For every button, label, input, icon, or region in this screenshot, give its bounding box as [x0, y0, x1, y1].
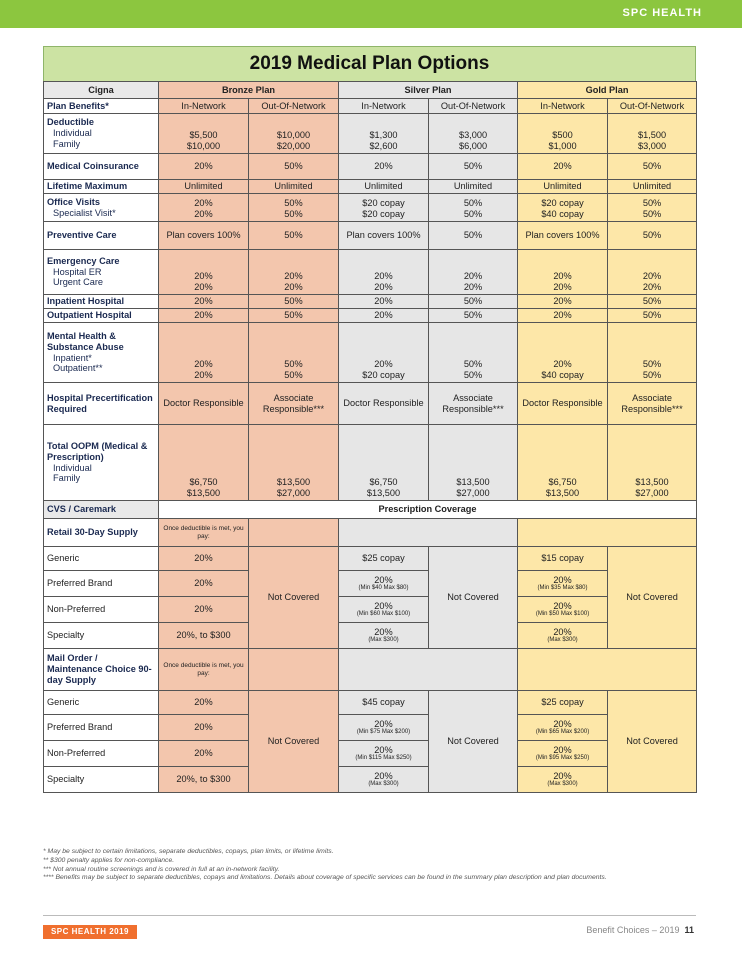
empty-cell	[339, 519, 518, 547]
row-sublabel: Family	[53, 138, 81, 149]
cell-value: 50%	[429, 154, 518, 180]
in-network-header: In-Network	[159, 99, 249, 114]
row-label-outpatient: Outpatient Hospital	[44, 309, 159, 323]
value-line: $20 copay	[362, 198, 405, 209]
rx-note: (Max $300)	[368, 781, 399, 788]
rx-note: (Max $300)	[547, 637, 578, 644]
deductible-note: Once deductible is met, you pay:	[159, 519, 249, 547]
gold-rx-value	[518, 715, 608, 741]
silver-rx-value	[339, 767, 429, 793]
cell-value: 50%	[249, 154, 339, 180]
cell-value	[159, 323, 249, 383]
empty-cell	[249, 649, 339, 691]
gold-rx-value	[518, 741, 608, 767]
cell-value: Unlimited	[339, 180, 429, 194]
cell-value: 50%	[608, 309, 697, 323]
gold-rx-value	[518, 571, 608, 597]
cell-value: 50%	[429, 222, 518, 250]
value-line: $6,000	[458, 141, 488, 152]
out-of-network-header: Out-Of-Network	[608, 99, 697, 114]
bronze-rx-value: 20%	[159, 571, 249, 597]
value-line: $13,500	[635, 477, 669, 488]
cell-value: Associate Responsible***	[608, 383, 697, 425]
cell-value	[518, 425, 608, 501]
gold-rx-value	[518, 547, 608, 571]
cell-value	[429, 194, 518, 222]
value-line: 20%	[463, 271, 483, 282]
row-label-coinsurance: Medical Coinsurance	[44, 154, 159, 180]
value-line: 20%	[553, 359, 572, 370]
value-line: $6,750	[189, 477, 218, 488]
cell-value: Associate Responsible***	[429, 383, 518, 425]
rx-note: (Max $300)	[368, 637, 399, 644]
value-line: 50%	[284, 209, 303, 220]
rx-note: (Min $50 Max $100)	[535, 611, 590, 618]
value-line: $3,000	[458, 130, 488, 141]
value-line: 20%	[194, 359, 213, 370]
value-line: 50%	[463, 209, 483, 220]
row-label-emergency	[44, 250, 159, 295]
out-of-network-header: Out-Of-Network	[249, 99, 339, 114]
value-line: $13,500	[545, 488, 580, 499]
value-line: $1,000	[548, 141, 577, 152]
value-line: 20%	[553, 282, 572, 293]
cell-value	[339, 323, 429, 383]
footnotes	[43, 848, 693, 883]
rx-note: (Min $65 Max $200)	[535, 729, 590, 736]
footnote: * May be subject to certain limitations, separate deductibles, copays, plan limits, or lifetime limits.	[43, 848, 334, 855]
cell-value	[249, 114, 339, 154]
value-line: $20 copay	[362, 370, 405, 381]
footer-tag: SPC HEALTH 2019	[43, 925, 137, 939]
rx-value: $25 copay	[541, 697, 584, 708]
value-line: $6,750	[369, 477, 398, 488]
rx-tier-label: Preferred Brand	[44, 715, 159, 741]
value-line: $10,000	[186, 141, 221, 152]
cell-value	[249, 194, 339, 222]
value-line: $20 copay	[541, 198, 584, 209]
not-covered-cell: Not Covered	[608, 691, 697, 793]
bronze-rx-value: 20%	[159, 691, 249, 715]
row-label-mental	[44, 323, 159, 383]
value-line: $27,000	[456, 488, 490, 499]
cell-value: 20%	[339, 154, 429, 180]
rx-section-label: Mail Order / Maintenance Choice 90-day Supply	[44, 649, 159, 691]
cell-value	[339, 425, 429, 501]
row-label-oopm	[44, 425, 159, 501]
in-network-header: In-Network	[339, 99, 429, 114]
rx-value: 20%	[553, 744, 572, 755]
cell-value	[608, 323, 697, 383]
cell-value: Unlimited	[249, 180, 339, 194]
deductible-note: Once deductible is met, you pay:	[159, 649, 249, 691]
value-line: 50%	[642, 198, 662, 209]
in-network-header: In-Network	[518, 99, 608, 114]
page-number: 11	[684, 925, 694, 935]
cell-value	[429, 114, 518, 154]
silver-rx-value	[339, 715, 429, 741]
not-covered-cell: Not Covered	[429, 547, 518, 649]
rx-note: (Min $75 Max $200)	[356, 729, 411, 736]
value-line: $500	[552, 130, 573, 141]
row-label-preventive: Preventive Care	[44, 222, 159, 250]
rx-tier-label: Preferred Brand	[44, 571, 159, 597]
footer-source	[586, 925, 694, 935]
cell-value: 50%	[249, 309, 339, 323]
prescription-coverage-header: Prescription Coverage	[159, 501, 697, 519]
value-line: 20%	[194, 198, 213, 209]
value-line: 50%	[463, 370, 483, 381]
cell-value: Doctor Responsible	[339, 383, 429, 425]
value-line: $27,000	[276, 488, 311, 499]
cell-value: 20%	[518, 295, 608, 309]
cell-value: Plan covers 100%	[518, 222, 608, 250]
footer-divider	[43, 915, 696, 916]
row-sublabel: Outpatient**	[53, 363, 103, 374]
carrier-header: Cigna	[44, 82, 159, 99]
rx-value: 20%	[553, 770, 572, 781]
cell-value	[608, 250, 697, 295]
silver-rx-value	[339, 623, 429, 649]
empty-cell	[339, 649, 518, 691]
cell-value: 50%	[249, 295, 339, 309]
silver-rx-value	[339, 547, 429, 571]
rx-note: (Min $95 Max $250)	[535, 755, 590, 762]
cell-value: 50%	[608, 222, 697, 250]
value-line: 50%	[642, 370, 662, 381]
cell-value	[518, 194, 608, 222]
cell-value: Plan covers 100%	[159, 222, 249, 250]
rx-value: 20%	[374, 600, 393, 611]
cell-value	[429, 250, 518, 295]
value-line: $13,500	[366, 488, 401, 499]
section-label: SPC HEALTH	[622, 7, 702, 19]
bronze-rx-value: 20%	[159, 597, 249, 623]
cell-value: 50%	[429, 295, 518, 309]
cell-value: Doctor Responsible	[159, 383, 249, 425]
not-covered-cell: Not Covered	[429, 691, 518, 793]
cell-value: Plan covers 100%	[339, 222, 429, 250]
row-label-inpatient: Inpatient Hospital	[44, 295, 159, 309]
rx-note: (Min $115 Max $250)	[355, 755, 412, 762]
gold-rx-value	[518, 767, 608, 793]
cell-value	[518, 323, 608, 383]
rx-tier-label: Generic	[44, 691, 159, 715]
rx-value: 20%	[374, 744, 393, 755]
rx-value: $25 copay	[362, 553, 405, 564]
rx-tier-label: Specialty	[44, 767, 159, 793]
value-line: 50%	[284, 359, 303, 370]
cell-value	[159, 194, 249, 222]
cell-value	[339, 114, 429, 154]
value-line: 50%	[284, 198, 303, 209]
value-line: 50%	[463, 359, 483, 370]
row-label-precert: Hospital Precertification Required	[44, 383, 159, 425]
cell-value: 20%	[518, 154, 608, 180]
not-covered-cell: Not Covered	[249, 547, 339, 649]
row-sublabel: Hospital ER	[53, 266, 102, 277]
rx-value: 20%	[374, 718, 393, 729]
cell-value	[518, 250, 608, 295]
gold-plan-header: Gold Plan	[518, 82, 697, 99]
value-line: $20,000	[276, 141, 311, 152]
cell-value: Associate Responsible***	[249, 383, 339, 425]
value-line: $5,500	[189, 130, 218, 141]
bronze-rx-value: 20%	[159, 715, 249, 741]
cell-value	[159, 250, 249, 295]
out-of-network-header: Out-Of-Network	[429, 99, 518, 114]
footnote: *** Not annual routine screenings and is covered in full at an in-network facility.	[43, 865, 280, 873]
bronze-rx-value: 20%	[159, 741, 249, 767]
rx-value: 20%	[553, 626, 572, 637]
gold-rx-value	[518, 597, 608, 623]
rx-value: 20%	[374, 626, 393, 637]
silver-plan-header: Silver Plan	[339, 82, 518, 99]
value-line: 20%	[642, 282, 662, 293]
silver-rx-value	[339, 571, 429, 597]
value-line: 20%	[374, 282, 393, 293]
value-line: 20%	[463, 282, 483, 293]
not-covered-cell: Not Covered	[249, 691, 339, 793]
cell-value	[608, 425, 697, 501]
value-line: $6,750	[548, 477, 577, 488]
cell-value	[159, 114, 249, 154]
cell-value	[518, 114, 608, 154]
pharmacy-label: CVS / Caremark	[44, 501, 159, 519]
cell-value: 50%	[249, 222, 339, 250]
value-line: 20%	[284, 282, 303, 293]
cell-value	[429, 425, 518, 501]
bronze-rx-value: 20%	[159, 547, 249, 571]
cell-value	[608, 194, 697, 222]
empty-cell	[249, 519, 339, 547]
rx-tier-label: Non-Preferred	[44, 597, 159, 623]
rx-value: 20%	[374, 770, 393, 781]
plan-comparison-table	[43, 81, 697, 793]
rx-value: 20%	[553, 718, 572, 729]
footnote: **** Benefits may be subject to separate deductibles, copays and limitations. Details about coverage of specific services can be found in the summary plan description and plan documents.	[43, 874, 607, 882]
rx-value: $45 copay	[362, 697, 405, 708]
value-line: $20 copay	[362, 209, 405, 220]
value-line: 50%	[463, 198, 483, 209]
cell-value: 20%	[159, 295, 249, 309]
value-line: $1,500	[637, 130, 667, 141]
silver-rx-value	[339, 691, 429, 715]
row-title: Deductible	[47, 117, 94, 128]
value-line: 20%	[642, 271, 662, 282]
row-sublabel: Individual	[53, 462, 92, 473]
plan-options-panel	[43, 46, 696, 844]
cell-value: 50%	[608, 295, 697, 309]
cell-value: Unlimited	[518, 180, 608, 194]
row-sublabel: Inpatient*	[53, 352, 92, 363]
cell-value: 20%	[339, 295, 429, 309]
cell-value	[339, 250, 429, 295]
rx-note: (Min $60 Max $100)	[356, 611, 411, 618]
cell-value	[249, 250, 339, 295]
page-title: 2019 Medical Plan Options	[43, 46, 696, 81]
rx-note: (Max $300)	[547, 781, 578, 788]
cell-value: Unlimited	[608, 180, 697, 194]
cell-value	[249, 425, 339, 501]
value-line: 20%	[374, 359, 393, 370]
value-line: $13,500	[456, 477, 490, 488]
value-line: 20%	[194, 370, 213, 381]
value-line: $40 copay	[541, 209, 584, 220]
empty-cell	[518, 519, 697, 547]
top-banner	[0, 0, 742, 28]
footnote: ** $300 penalty applies for non-compliance.	[43, 856, 175, 864]
cell-value: 20%	[518, 309, 608, 323]
gold-rx-value	[518, 623, 608, 649]
value-line: 20%	[194, 271, 213, 282]
silver-rx-value	[339, 741, 429, 767]
value-line: 50%	[642, 359, 662, 370]
row-sublabel: Family	[53, 473, 81, 484]
row-title: Emergency Care	[47, 255, 120, 266]
cell-value: 50%	[429, 309, 518, 323]
value-line: $27,000	[635, 488, 669, 499]
row-title: Total OOPM (Medical & Prescription)	[47, 440, 148, 462]
cell-value: Doctor Responsible	[518, 383, 608, 425]
value-line: $2,600	[369, 141, 398, 152]
cell-value: Unlimited	[429, 180, 518, 194]
row-label-office	[44, 194, 159, 222]
not-covered-cell: Not Covered	[608, 547, 697, 649]
row-title: Mental Health & Substance Abuse	[47, 330, 124, 352]
row-title: Office Visits	[47, 196, 100, 207]
gold-rx-value	[518, 691, 608, 715]
cell-value: Unlimited	[159, 180, 249, 194]
value-line: $3,000	[637, 141, 667, 152]
silver-rx-value	[339, 597, 429, 623]
cell-value	[429, 323, 518, 383]
cell-value: 20%	[159, 309, 249, 323]
row-sublabel: Urgent Care	[53, 277, 104, 288]
rx-tier-label: Specialty	[44, 623, 159, 649]
cell-value	[249, 323, 339, 383]
value-line: 20%	[194, 209, 213, 220]
value-line: $40 copay	[541, 370, 584, 381]
footer-source-text: Benefit Choices – 2019	[586, 925, 680, 935]
cell-value	[608, 114, 697, 154]
rx-note: (Min $35 Max $80)	[537, 585, 588, 592]
cell-value: 50%	[608, 154, 697, 180]
value-line: 50%	[284, 370, 303, 381]
rx-value: 20%	[553, 600, 572, 611]
plan-benefits-label: Plan Benefits*	[44, 99, 159, 114]
row-label-deductible	[44, 114, 159, 154]
row-label-lifetime: Lifetime Maximum	[44, 180, 159, 194]
row-sublabel: Individual	[53, 128, 92, 139]
bronze-rx-value: 20%, to $300	[159, 767, 249, 793]
cell-value	[159, 425, 249, 501]
rx-value: 20%	[374, 574, 393, 585]
bronze-plan-header: Bronze Plan	[159, 82, 339, 99]
rx-value: 20%	[553, 574, 572, 585]
rx-tier-label: Non-Preferred	[44, 741, 159, 767]
row-sublabel: Specialist Visit*	[53, 207, 116, 218]
cell-value: 20%	[159, 154, 249, 180]
value-line: 20%	[194, 282, 213, 293]
rx-tier-label: Generic	[44, 547, 159, 571]
bronze-rx-value: 20%, to $300	[159, 623, 249, 649]
value-line: 20%	[553, 271, 572, 282]
cell-value	[339, 194, 429, 222]
value-line: 20%	[284, 271, 303, 282]
value-line: $1,300	[369, 130, 398, 141]
value-line: $10,000	[276, 130, 311, 141]
rx-value: $15 copay	[541, 553, 584, 564]
value-line: $13,500	[186, 488, 221, 499]
cell-value: 20%	[339, 309, 429, 323]
empty-cell	[518, 649, 697, 691]
value-line: 20%	[374, 271, 393, 282]
value-line: 50%	[642, 209, 662, 220]
rx-note: (Min $40 Max $80)	[358, 585, 409, 592]
rx-section-label: Retail 30-Day Supply	[44, 519, 159, 547]
value-line: $13,500	[276, 477, 311, 488]
